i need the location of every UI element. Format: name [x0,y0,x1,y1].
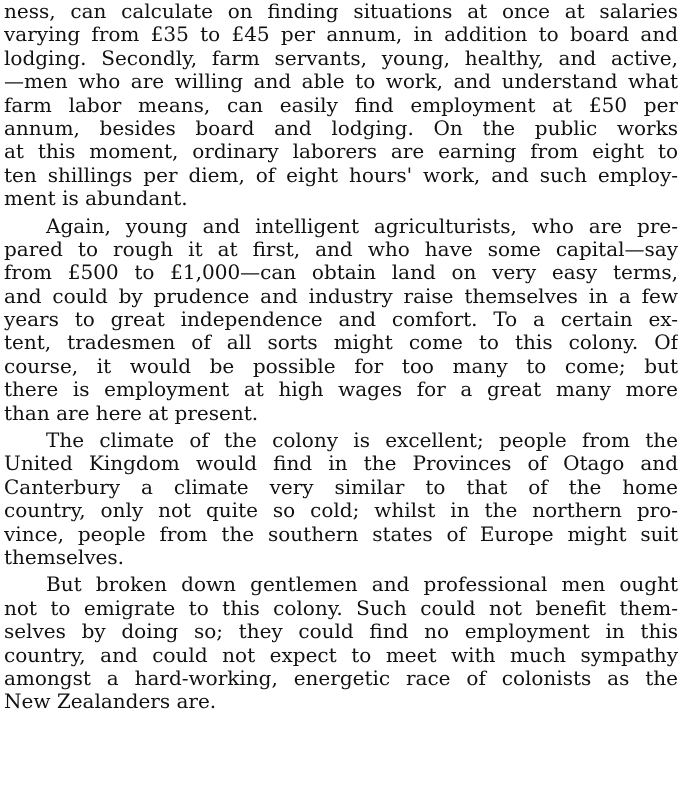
text-line: there is employment at high wages for a great many more [4,378,678,402]
text-line: The climate of the colony is excellent; people from the [46,429,678,453]
text-line: pared to rough it at first, and who have some capital—say [4,237,678,261]
text-line: varying from £35 to £45 per annum, in addition to board and [4,23,678,47]
text-line: country, and could not expect to meet with much sympathy [4,643,678,667]
paragraph-2 [4,215,678,426]
text-line: But broken down gentlemen and professional men ought [46,573,678,597]
text-line: Canterbury a climate very similar to that of the home [4,475,678,499]
text-line: ment is abundant. [4,187,188,211]
text-line: vince, people from the southern states of Europe might suit [4,522,678,546]
text-line: at this moment, ordinary laborers are earning from eight to [4,140,678,164]
text-line: New Zealanders are. [4,690,217,714]
paragraph-3 [4,429,678,569]
text-line: than are here at present. [4,401,259,425]
text-line: Again, young and intelligent agriculturists, who are pre- [46,214,678,238]
text-line: course, it would be possible for too many to come; but [4,354,678,378]
text-line: —men who are willing and able to work, and understand what [4,70,678,94]
text-line: farm labor means, can easily find employment at £50 per [4,93,678,117]
text-line: country, only not quite so cold; whilst in the northern pro- [4,499,678,523]
text-line: selves by doing so; they could find no employment in this [4,620,678,644]
text-line: from £500 to £1,000—can obtain land on very easy terms, [4,261,678,285]
text-line: annum, besides board and lodging. On the public works [4,116,678,140]
paragraph-4 [4,573,678,713]
text-line: ten shillings per diem, of eight hours' work, and such employ- [4,163,678,187]
text-line: lodging. Secondly, farm servants, young, healthy, and active, [4,46,678,70]
text-line: amongst a hard-working, energetic race of colonists as the [4,666,678,690]
text-line: tent, tradesmen of all sorts might come to this colony. Of [4,331,678,355]
text-line: not to emigrate to this colony. Such could not benefit them- [4,596,678,620]
text-line: ness, can calculate on finding situations at once at salaries [4,0,678,23]
text-line: years to great independence and comfort. To a certain ex- [4,308,678,332]
paragraph-1 [4,0,678,211]
text-line: United Kingdom would find in the Provinces of Otago and [4,452,678,476]
text-line: themselves. [4,545,124,569]
text-line: and could by prudence and industry raise themselves in a few [4,284,678,308]
